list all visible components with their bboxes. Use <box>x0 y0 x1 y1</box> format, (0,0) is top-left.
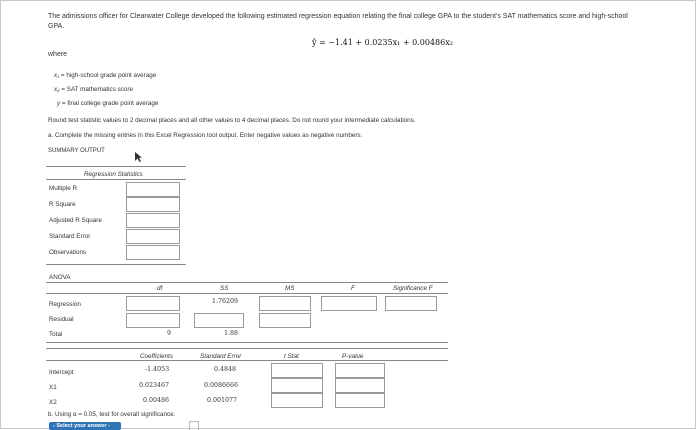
x2-coefficient: 0.00486 <box>143 397 170 404</box>
standard-error-input[interactable] <box>126 229 180 244</box>
intercept-standard-error: 0.4848 <box>214 366 237 373</box>
r-square-input[interactable] <box>126 197 180 212</box>
anova-title: ANOVA <box>49 274 71 281</box>
regression-df-input[interactable] <box>126 296 180 311</box>
x2-standard-error: 0.001077 <box>207 397 238 404</box>
observations-input[interactable] <box>126 245 180 260</box>
anova-header-significance-f: Significance F <box>393 285 433 292</box>
definition-y <box>57 100 158 107</box>
definition-var: x₂ <box>54 86 60 93</box>
anova-header-ss: SS <box>220 285 229 292</box>
summary-output-label: SUMMARY OUTPUT <box>48 148 105 154</box>
residual-ss-input[interactable] <box>194 313 244 328</box>
multiple-r-input[interactable] <box>126 182 180 197</box>
intro-line-2: GPA. <box>48 23 65 30</box>
definition-var: x₁ <box>54 72 60 79</box>
stat-label-multiple-r: Multiple R <box>49 185 77 192</box>
coefficients-top-rule <box>46 348 448 349</box>
x1-standard-error: 0.0086666 <box>204 382 239 389</box>
intercept-p-value-input[interactable] <box>335 363 385 378</box>
stat-label-observations: Observations <box>49 249 87 256</box>
residual-df-input[interactable] <box>126 313 180 328</box>
overall-significance-select[interactable]: - Select your answer - <box>49 422 121 430</box>
x1-p-value-input[interactable] <box>335 378 385 393</box>
coef-header-coefficients: Coefficients <box>140 353 173 360</box>
anova-header-f: F <box>351 285 355 292</box>
definition-text: = high-school grade point average <box>60 72 157 79</box>
coef-header-standard-error: Standard Error <box>200 353 242 360</box>
where-label: where <box>48 51 68 58</box>
adjusted-r-square-input[interactable] <box>126 213 180 228</box>
significance-f-input[interactable] <box>385 296 437 311</box>
definition-text: = final college grade point average <box>61 100 159 107</box>
part-b-prompt: b. Using α = 0.05, test for overall significance. <box>48 411 176 418</box>
part-a-prompt: a. Complete the missing entries in this Excel Regression tool output. Enter negative values as negative numbers. <box>48 132 363 139</box>
anova-row-total: Total <box>49 331 63 338</box>
regression-ss-value: 1.76209 <box>212 298 239 305</box>
mouse-cursor-icon <box>134 151 143 163</box>
definition-var: y <box>57 100 61 107</box>
definition-x2 <box>54 86 133 93</box>
anova-bottom-rule <box>46 342 448 343</box>
rounding-instructions: Round test statistic values to 2 decimal places and all other values to 4 decimal places. Do not round your intermediate calculations. <box>48 117 416 124</box>
x2-p-value-input[interactable] <box>335 393 385 408</box>
regression-statistics-top-rule <box>46 166 186 167</box>
anova-header-ms: MS <box>285 285 295 292</box>
regression-statistics-bottom-rule <box>46 264 186 265</box>
total-df-value: 9 <box>167 330 172 337</box>
regression-equation: ŷ = −1.41 + 0.0235x₁ + 0.00486x₂ <box>312 38 453 47</box>
regression-f-input[interactable] <box>321 296 377 311</box>
intro-line-1: The admissions officer for Clearwater College developed the following estimated regression equation relating the final college GPA to the student's SAT mathematics score and high-school <box>48 13 628 20</box>
definition-text: = SAT mathematics score <box>61 86 133 93</box>
x2-t-stat-input[interactable] <box>271 393 323 408</box>
regression-statistics-rule <box>46 179 186 180</box>
residual-ms-input[interactable] <box>259 313 311 328</box>
coefficients-header-rule <box>46 360 448 361</box>
anova-row-regression: Regression <box>49 301 81 308</box>
stat-label-r-square: R Square <box>49 201 76 208</box>
coef-header-t-stat: t Stat <box>284 353 299 360</box>
x1-t-stat-input[interactable] <box>271 378 323 393</box>
intercept-coefficient: -1.4053 <box>145 366 170 373</box>
anova-top-rule <box>46 282 448 283</box>
coef-row-x1: X1 <box>49 384 57 391</box>
regression-statistics-title: Regression Statistics <box>84 171 143 178</box>
x1-coefficient: 0.023467 <box>139 382 170 389</box>
anova-header-rule <box>46 293 448 294</box>
stat-label-standard-error: Standard Error <box>49 233 91 240</box>
definition-x1 <box>54 72 156 79</box>
total-ss-value: 1.88 <box>224 330 239 337</box>
anova-row-residual: Residual <box>49 316 74 323</box>
coef-row-x2: X2 <box>49 399 57 406</box>
stat-label-adjusted-r-square: Adjusted R Square <box>49 217 102 224</box>
intercept-t-stat-input[interactable] <box>271 363 323 378</box>
anova-header-df: df <box>157 285 163 292</box>
coef-header-p-value: P-value <box>342 353 364 360</box>
regression-ms-input[interactable] <box>259 296 311 311</box>
coef-row-intercept: Intercept <box>49 369 74 376</box>
